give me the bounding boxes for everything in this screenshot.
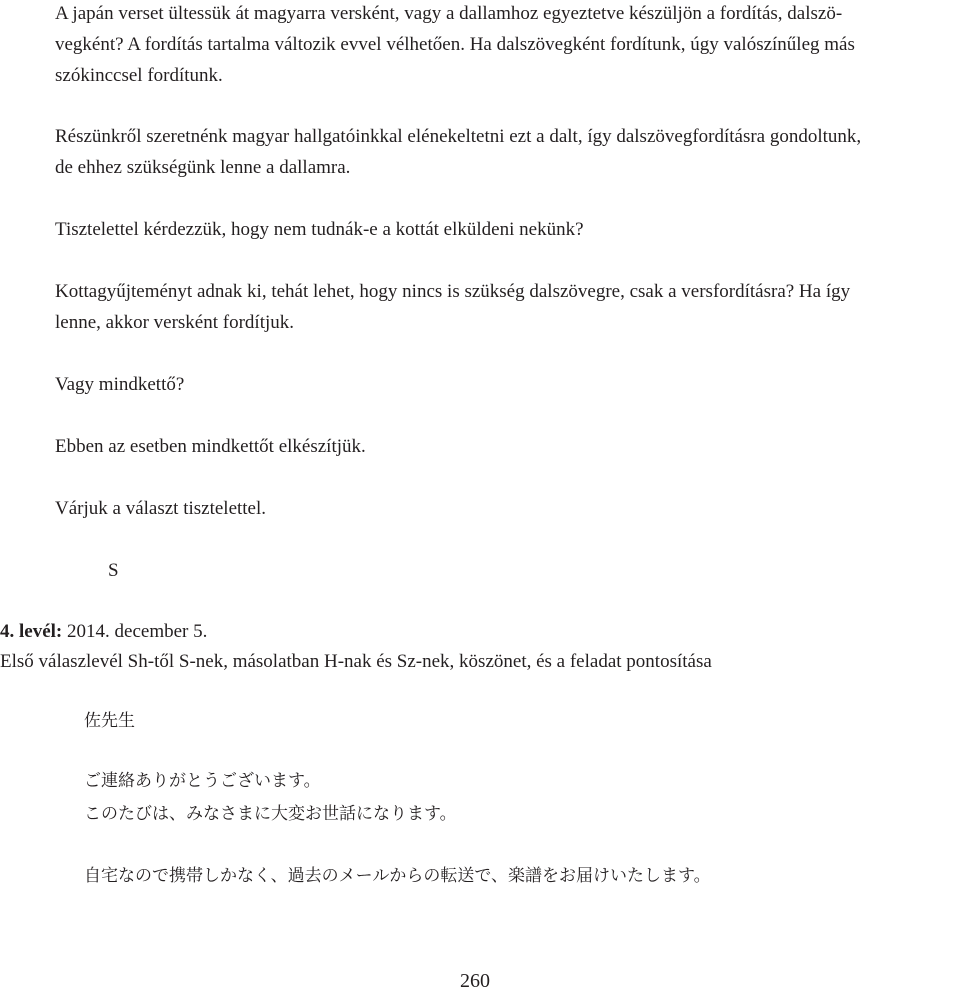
japanese-line: このたびは、みなさまに大変お世話になります。: [84, 804, 457, 824]
paragraph-line: Ebben az esetben mindkettőt elkészítjük.: [55, 436, 366, 457]
letter-heading-date: 2014. december 5.: [62, 621, 208, 642]
page-number: 260: [460, 970, 490, 992]
letter-heading: [0, 622, 207, 641]
paragraph-line: szókinccsel fordítunk.: [55, 65, 223, 86]
paragraph-line: A japán verset ültessük át magyarra versként, vagy a dallamhoz egyeztetve készüljön a fordítás, dalszö-: [55, 3, 843, 24]
letter-heading-label: 4. levél:: [0, 621, 63, 642]
letter-subtitle: Első válaszlevél Sh-től S-nek, másolatban H-nak és Sz-nek, köszönet, és a feladat pontosítása: [0, 651, 712, 672]
paragraph-line: vegként? A fordítás tartalma változik evvel vélhetően. Ha dalszövegként fordítunk, úgy valószínűleg más: [55, 34, 855, 55]
paragraph-line: lenne, akkor versként fordítjuk.: [55, 312, 295, 333]
paragraph-line: Részünkről szeretnénk magyar hallgatóinkkal elénekeltetni ezt a dalt, így dalszövegfordításra gondoltunk,: [55, 126, 862, 147]
japanese-salutation: 佐先生: [84, 711, 135, 731]
paragraph-line: Tisztelettel kérdezzük, hogy nem tudnák-e a kottát elküldeni nekünk?: [55, 219, 584, 240]
japanese-line: 自宅なので携帯しかなく、過去のメールからの転送で、楽譜をお届けいたします。: [84, 866, 711, 886]
signature: S: [108, 560, 119, 581]
japanese-line: ご連絡ありがとうございます。: [84, 771, 321, 791]
paragraph-line: Várjuk a választ tisztelettel.: [55, 498, 267, 519]
paragraph-line: Vagy mindkettő?: [55, 374, 185, 395]
paragraph-line: Kottagyűjteményt adnak ki, tehát lehet, hogy nincs is szükség dalszövegre, csak a versfordításra? Ha így: [55, 281, 851, 302]
paragraph-line: de ehhez szükségünk lenne a dallamra.: [55, 157, 351, 178]
